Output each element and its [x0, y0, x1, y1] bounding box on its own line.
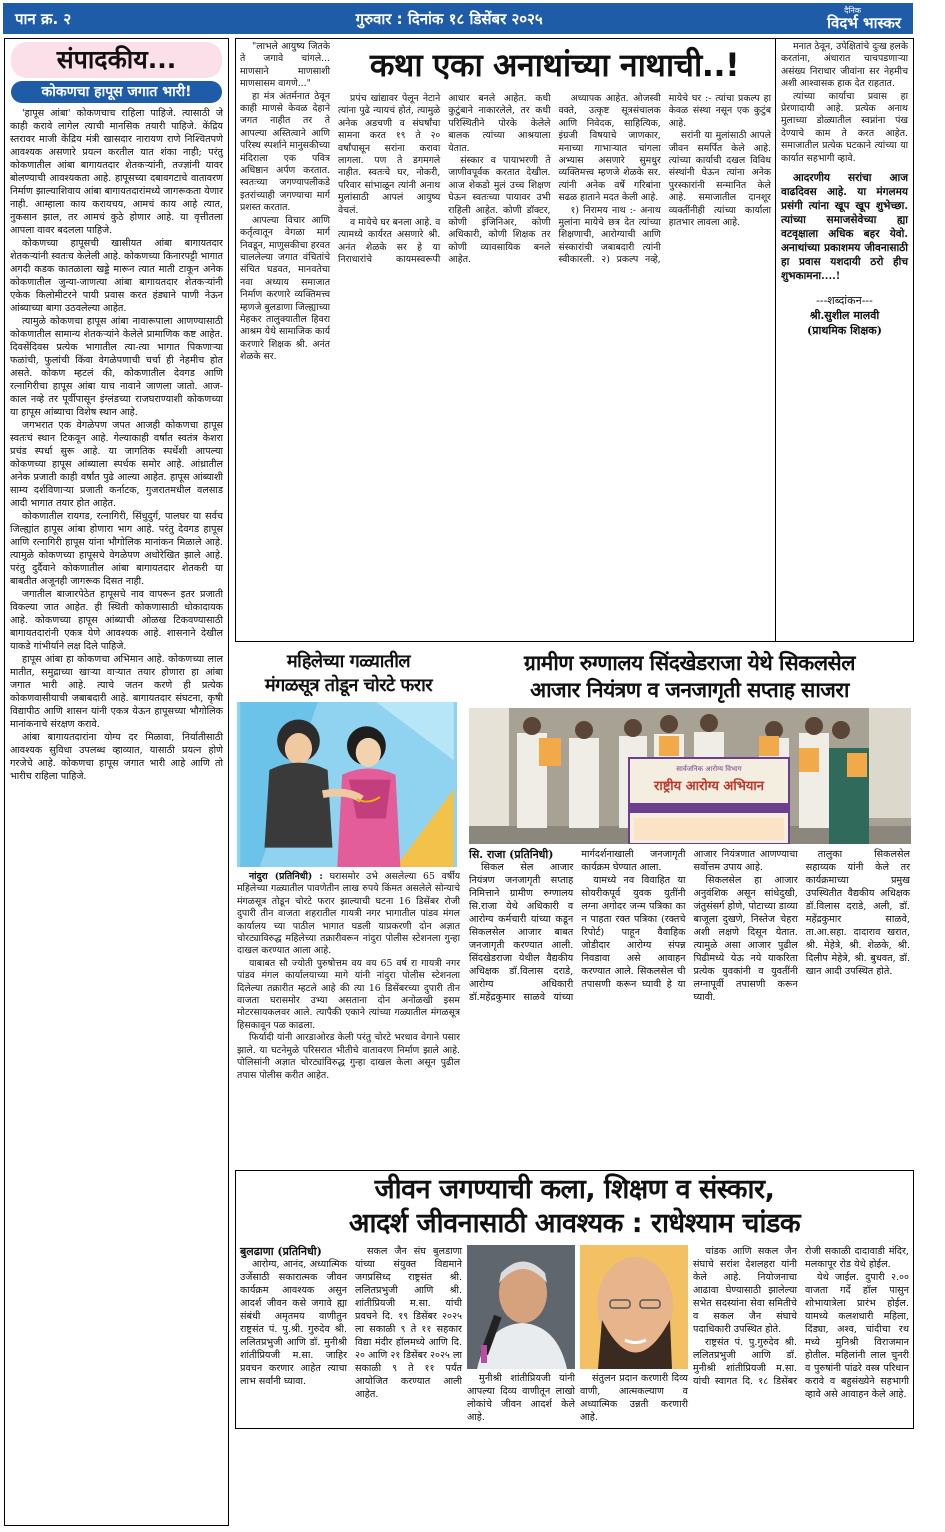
newspaper-logo: दैनिक विदर्भ भास्कर	[827, 5, 901, 32]
theft-body: नांदुरा (प्रतिनिधी) : घरासमोर उभे असलेल्या 65 वर्षीय महिलेच्या गळ्यातील पावणेतीन लाख रुपये किंमत असलेले सोन्याचे मंगळसूत्र तोडून चोरटे फरार झाल्याची घटना 16 डिसेंबर रोजी दुपारी तीन वाजता शहरातील गायत्री नगर भागातील पांडव मंगल कार्यालय च्या पाठील भागात घडली याप्रकरणी दोन अज्ञात चोरट्याविरुद्ध महिलेच्या तक्रारीवरून नांदुरा पोलीस स्टेशनला गुन्हा दाखल करण्यात आला आहे. याबाबत सौ ज्योती पुरुषोत्तम वय वय 65 वर्ष रा गायत्री नगर पांडव मंगल कार्यालयाच्या मागे यांनी नांदुरा पोलीस स्टेशनला दिलेल्या तक्रारीत म्हटले आहे की त्या 16 डिसेंबरच्या दुपारी तीन वाजता घरासमोर उभ्या असताना दोन अनोळखी इसम मोटरसायकलवर आले. त्यापैकी एकाने त्यांच्या गळ्यातील मंगळसूत्र हिसकावून पळ काढला. फिर्यादी यांनी आरडाओरड केली परंतु चोरटे भरधाव वेगाने पसार झाले. या घटनेमुळे परिसरात भीतीचे वातावरण निर्माण झाले आहे. पोलिसांनी अज्ञात चोरट्यांविरुद्ध गुन्हा दाखल केला असून पुढील तपास पोलीस करीत आहेत.	[237, 871, 460, 1081]
editorial-title: संपादकीय...	[11, 42, 222, 78]
monk-photo-block	[580, 1245, 688, 1424]
editorial-column	[4, 38, 229, 1526]
cartoon-chain-snatching-illustration	[237, 702, 457, 867]
banner-title: राष्ट्रीय आरोग्य अभियान	[654, 779, 764, 794]
bottom-body-left: बुलढाणा (प्रतिनिधी) आरोग्य, आनंद, अध्यात्मिक उर्जेसाठी सकारात्मक जीवन कार्यक्रम आवश्यक असुन आदर्श जीवन कसे जगावे ह्या संबंधी अमृतमय वाणीतुन राष्ट्रसंत पं. पु.श्री. गुरुदेव श्री. ललितप्रभुजी आणि डॉ. मुनीश्री शांतीप्रियजी म.सा. जाहिर प्रवचन करणार आहेत त्याचा लाभ सर्वांनी घ्यावा. सकल जैन संघ बुलडाणा यांच्या संयुक्त विद्यमाने जगप्रसिध्द राष्ट्रसंत श्री. ललितप्रभुजी आणि श्री. शांतीप्रियजी म.सा. यांची प्रवचने दि. १९ डिसेंबर २०२५ ला सकाळी ९ ते ११ सहकार विद्या मंदीर हॉलमध्ये आणि दि. २० आणि २१ डिसेंबर २०२५ ला सकाळी ९ ते ११ पर्यंत आयोजित करण्यात आली आहेत.	[240, 1245, 462, 1400]
top-article-main	[334, 39, 775, 641]
health-headline: ग्रामीण रुग्णालय सिंदखेडराजा येथे सिकलसेल आजार नियंत्रण व जनजागृती सप्ताह साजरा	[524, 651, 855, 702]
bottom-body-right: चांडक आणि सकल जैन संघाचे सरांश देशलहरा यांनी केले आहे. नियोजनाचा आढावा घेण्यासाठी झालेल्या सभेत सदस्यांना सेवा समितीचे व सकल जैन संघाचे पदाधिकारी उपस्थित होते. राष्ट्रसंत पं. पु.गुरुदेव श्री. ललितप्रभुजी आणि डॉ. मुनीश्री शांतीप्रियजी म.सा. यांची स्वागत दि. १८ डिसेंबर रोजी सकाळी दादावाडी मंदिर, मलकापूर रोड येथे होईल. येथे जाईल. दुपारी २.०० वाजता गर्दे हॉल पासुन शोभायात्रेला प्रारंभ होईल. यामध्ये कलशधारी महिला, दिंड्या, अश्व, चांदीचा रथ मध्ये मुनिश्री विराजमान होतील. महिलांनी लाल चुनरी व पुरुषांनी पांढरे वस्त्र परिधान करावे व बहुसंख्येने सहभागी व्हावे असे आवाहन केले आहे.	[693, 1246, 909, 1400]
bottom-article	[235, 1170, 914, 1429]
health-article	[465, 648, 914, 1004]
top-article-body: प्रपंच खांद्यावर पेलून नेटाने त्यांना पुढे न्यायचं होतं, त्यामुळे अनेक अडचणी व संघर्षांचा सामना करत १९ ते २० वर्षांपासून सरांना करावा लागला. पण ते डगमगले नाहीत. स्वतःचे घर, नोकरी, परिवार सांभाळून त्यांनी अनाथ मुलांसाठी आपलं आयुष्य वेचलं. व मायेचे घर बनला आहे. व त्यामध्ये कार्यरत असणारे श्री. अनंत शेळके सर हे या निराधारांचे कायमस्वरूपी आधार बनले आहेत. कधी कुटुंबाने नाकारलेले, तर कधी परिस्थितीने पोरके केलेले बालक त्यांच्या आश्रयाला येतात. संस्कार व पायाभरणी ते जाणीवपूर्वक करतात देखील. आज शेकडो मुलं उच्च शिक्षण घेऊन स्वतःच्या पायावर उभी राहिली आहेत. कोणी डॉक्टर, कोणी इंजिनिअर, कोणी अधिकारी, कोणी शिक्षक तर कोणी व्यावसायिक बनले आहेत. अध्यापक आहेत. ओजस्वी वक्ते, उत्कृष्ट सूत्रसंचालक आणि निवेदक, साहित्यिक, इंग्रजी विषयाचे जाणकार, मनाच्या गाभाऱ्यात चांगला अभ्यास असणारे सुमधुर व्यक्तिमत्त्व म्हणजे शेळके सर. त्यांनी अनेक वर्षे गरिबांना सढळ हाताने मदत केली आहे. १) निरामय नाथ :- अनाथ मुलांना मायेचे छत्र देत त्यांच्या शिक्षणाची, आरोग्याची आणि संस्कारांची जबाबदारी त्यांनी स्वीकारली. २) प्रकल्प नव्हे, मायेचे घर :- त्यांचा प्रकल्प हा केवळ संस्था नसून एक कुटुंब आहे. सरांनी या मुलांसाठी आपले जीवन समर्पित केले आहे. त्यांच्या कार्याची दखल विविध संस्थांनी घेऊन त्यांना अनेक पुरस्कारांनी सन्मानित केले आहे. समाजातील दानशूर व्यक्तींनीही त्यांच्या कार्याला हातभार लावला आहे.	[338, 93, 771, 266]
author-credit: ---शब्दांकन--- श्री.सुशील मालवी (प्राथमिक शिक्षक)	[807, 294, 882, 338]
speaker-portrait-photo	[467, 1245, 575, 1369]
top-article-left-column: "लाभले आयुष्य जितके ते जगावे चांगले... माणसाने माणसाशी माणसासम वागणे..." हा मंत्र अंतर्मनात ठेवून काही माणसे केवळ देहाने जगत नाहीत तर ते आपल्या अस्तित्वाने आणि परिस्थ स्पर्शाने मानुसकीच्या मंदिराला एक पवित्र अधिष्ठान अर्पण करतात. स्वतःच्या जगण्यापलीकडे इतरांच्याही जगण्याचा मार्ग प्रशस्त करतात. आपल्या विचार आणि कर्तृत्वातून वेगळा मार्ग निवडून, माणुसकीचा हरवत चाललेल्या जगात वंचितांचे संचित घडवत, मानवतेचा नवा अध्याय समाजात निर्माण करणारे व्यक्तिमत्त्व म्हणजे बुलडाणा जिल्ह्याच्या मेहकर तालुक्यातील हिवरा आश्रम येथे सामाजिक कार्य करणारे शिक्षक श्री. अनंत शेळके सर.	[240, 41, 331, 363]
group-photo-sickle-cell-banner	[469, 708, 911, 844]
speaker-caption: मुनीश्री शांतीप्रियजी यांनी आपल्या दिव्य वाणीतून लाखो लोकांचे जीवन आदर्श केले आहे.	[467, 1373, 575, 1423]
birthday-wish: आदरणीय सरांचा आज वाढदिवस आहे. या मंगलमय प्रसंगी त्यांना खूप खूप शुभेच्छा. त्यांच्या समाजसेवेच्या ह्या वटवृक्षाला अधिक बहर येवो. अनाथांच्या प्रकाशमय जीवनासाठी हा प्रवास यशदायी ठरो हीच शुभकामना....!	[781, 172, 908, 283]
editorial-subtitle: कोकणचा हापूस जगात भारी!	[11, 81, 222, 103]
banner-top: सार्वजनिक आरोग्य विभाग	[676, 765, 742, 773]
top-article-headline: कथा एका अनाथांच्या नाथाची..!	[369, 46, 740, 84]
issue-date: गुरुवार : दिनांक १८ डिसेंबर २०२५	[355, 9, 543, 28]
page-number: पान क्र. २	[15, 9, 72, 28]
health-body: सि. राजा (प्रतिनिधी) सिकल सेल आजार नियंत्रण जनजागृती सप्ताह निमित्ताने ग्रामीण रुग्णालय सि.राजा येथे अधिकारी व आरोग्य कर्मचारी यांच्या कडून सिकलसेल आजार बाबत जनजागृती करण्यात आली. सिंदखेडराजा येथील वैद्यकीय अधिक्षक डॉ.विलास दराडे, आरोग्य अधिकारी डॉ.महेंद्रकुमार साळवे यांच्या मार्गदर्शनाखाली जनजागृती कार्यक्रम घेण्यात आला. यामध्ये नव विवाहित या सोयरीकपूर्व युवक युतींनी लग्ना अगोदर जन्म पत्रिका का न पाहता रक्त पत्रिका (रक्तचे रिपोर्ट) पाहून वैवाहिक जोडीदार आरोग्य संपन्न निवडावा असे आवाहन करण्यात आले. सिकलसेल ची तपासणी करून घ्यावी हे या आजार नियंत्रणात आणण्याचा सर्वोत्तम उपाय आहे. सिकलसेल हा आजार अनुवंशिक असून सांधेदुखी, जंतुसंसर्ग होणे, पोटाच्या डाव्या बाजूला दुखणे, निस्तेज चेहरा अशी लक्षणे दिसून येतात. त्यामुळे असा आजार पुढील पिढीमध्ये येऊ नये याकरिता प्रत्येक युवकांनी व युवतींनी लग्नापूर्वी तपासणी करून घ्यावी. तालुका सिकलसेल सहाय्यक यांनी केले तर कार्यक्रमाच्या प्रमुख उपस्थितीत वैद्यकीय अधिक्षक डॉ.विलास दराडे, अली, डॉ. महेंद्रकुमार साळवे, ता.आ.सहा. दादाराव खरात, श्री. मेहेत्रे, श्री. शेळके, श्री. दिलीप मेहेत्रे, श्री. बुधवत, डॉ. खान आदी उपस्थित होते.	[469, 848, 910, 1003]
bottom-article-body	[236, 1245, 913, 1428]
speaker-photo-block	[467, 1245, 575, 1424]
theft-headline: महिलेच्या गळ्यातील मंगळसूत्र तोडून चोरटे फरार	[264, 651, 433, 696]
top-article	[235, 38, 914, 642]
theft-article	[235, 648, 462, 1082]
top-article-right-column: मनात ठेवून, उपेक्षितांचे दुःख हलके करतांना, अंधारात चाचपडणाऱ्या असंख्य निराधार जीवांना सर नेहमीच अशी आश्वासक हाक देत राहतात. त्यांच्या कार्याचा प्रवास हा प्रेरणादायी आहे. प्रत्येक अनाथ मुलाच्या डोळ्यातील स्वप्नांना पंख देण्याचे काम ते करत आहेत. समाजातील प्रत्येक घटकाने त्यांच्या या कार्यात सहभागी व्हावे. आदरणीय सरांचा आज वाढदिवस आहे. या मंगलमय प्रसंगी त्यांना खूप खूप शुभेच्छा. त्यांच्या समाजसेवेच्या ह्या वटवृक्षाला अधिक बहर येवो. अनाथांच्या प्रकाशमय जीवनासाठी हा प्रवास यशदायी ठरो हीच शुभकामना....! ---शब्दांकन--- श्री.सुशील मालवी (प्राथमिक शिक्षक)	[775, 39, 913, 641]
page-header	[3, 3, 913, 34]
editorial-body: 'हापूस आंबा' कोकणचाच राहिला पाहिजे. त्यासाठी जे काही करावे लागेल त्याची मानसिक तयारी पाहिजे. केंद्रिय स्तरावर माजी केंद्रिय मंत्री खासदार नारायण राणे निश्चितपणे आवश्यक असणारे प्रयत्न करतील यात शंका नाही; परंतु कोकणातील आंबा बागायतदार शेतकऱ्यांनी, तज्ज्ञांनी यावर बोलण्याची आवश्यकता आहे. हापूसच्या दबावगटाचे वातावरण निर्माण झाल्याशिवाय आंबा बागायतदारांमध्ये जागरूकता येणार नाही. आम्हाला काय करायचय, आमचं काय आहे त्यात, नुकसान झाल, तर आमचं कुठे होणार आहे. या वृत्तीतला आपला वावर बदलला पाहिजे. कोकणच्या हापूसची खासीयत आंबा बागायतदार शेतकऱ्यांनी स्वतःच केलेली आहे. कोकणच्या किनारपट्टी भागात अगदी कडक कातळाला खड्डे मारून त्यात माती टाकून अनेक कोकणातील जुन्या-जाणत्या आंबा बागायतदार शेतकऱ्यांनी एकेक किलोमीटरने पायी प्रवास करत हंड्याने पाणी नेऊन आंब्याच्या बागा उठवलेल्या आहेत. त्यामुळे कोकणचा हापूस आंबा नावारूपाला आणण्यासाठी कोकणातील सामान्य शेतकऱ्यांने केलेले प्रामाणिक कष्ट आहेत. दिवसेंदिवस प्रत्येक भागातील त्या-त्या भागात पिकणाऱ्या फळांची, फुलांची किंवा वेगळेपणाची चर्चा ही नेहमीच होत असते. कोकण म्हटलं की, कोकणातील देवगड आणि रत्नागिरीचा हापूस आंबा याच नावाने जाणला जातो. आज-काल नव्हे तर पूर्वीपासून इंग्लंडच्या राजघराण्याशी कोकणच्या या हापूस आंब्याचा विशेष स्थान आहे. जगभरात एक वेगळेपण जपत आजही कोकणचा हापूस स्वतःचं स्थान टिकवून आहे. गेल्याकाही वर्षांत स्वतंत्र केशरा प्रचंड स्पर्धा सुरू आहे. या जागतिक स्पर्धेशी आपल्या कोकणच्या हापूस आंब्याला स्पर्धक समोर आहे. आंध्रातील अनेक प्रजाती काही वर्षांत पुढे आल्या आहेत. हापूस आंब्याशी साम्य दर्शविणाऱ्या प्रजाती कर्नाटक, गुजरातमधील वलसाड आदी भागात तयार होत आहेत. कोकणातील रायगड, रत्नागिरी, सिंधुदुर्ग, पालघर या सर्वच जिल्ह्यांत हापूस आंबा होणारा भाग आहे. परंतु देवगड हापूस आणि रत्नागिरी हापूस यांना भौगोलिक मानांकन मिळाले आहे. त्यामुळे कोकणच्या हापूसचे वेगळेपण अधोरेखित झाले आहे. परंतु दुर्दैवाने कोकणातील आंबा बागायतदार शेतकरी या बाबतीत अजूनही जागरूक दिसत नाही. जगातील बाजारपेठेत हापूसचे नाव वापरून इतर प्रजाती विकल्या जात आहेत. ही स्थिती कोकणासाठी धोकादायक आहे. कोकणच्या हापूस आंब्याची ओळख टिकवण्यासाठी बागायतदारांनी एकत्र येणे आवश्यक आहे. शासनाने देखील याकडे गांभीर्याने लक्ष दिले पाहिजे. हापूस आंबा हा कोकणचा अभिमान आहे. कोकणच्या लाल मातीत, समुद्राच्या खाऱ्या वाऱ्यात तयार होणारा हा आंबा जगात भारी आहे. त्याचे जतन करणे ही प्रत्येक कोकणवासीयाची जबाबदारी आहे. बागायतदार संघटना, कृषी विद्यापीठ आणि शासन यांनी एकत्र येऊन हापूसच्या भौगोलिक मानांकनाचे संरक्षण करावे. आंबा बागायतदारांना योग्य दर मिळावा, निर्यातीसाठी आवश्यक सुविधा उपलब्ध व्हाव्यात, यासाठी प्रयत्न होणे गरजेचे आहे. कोकणचा हापूस जगात भारी आहे आणि तो भारीच राहिला पाहिजे.	[10, 108, 224, 782]
monk-caption: संतुलन प्रदान करणारी दिव्य वाणी, आत्मकल्याण व अध्यात्मिक उन्नती करणारी आहे.	[580, 1373, 688, 1423]
monk-portrait-photo	[580, 1245, 688, 1369]
bottom-headline: जीवन जगण्याची कला, शिक्षण व संस्कार, आदर्श जीवनासाठी आवश्यक : राधेश्याम चांडक	[348, 1174, 801, 1239]
